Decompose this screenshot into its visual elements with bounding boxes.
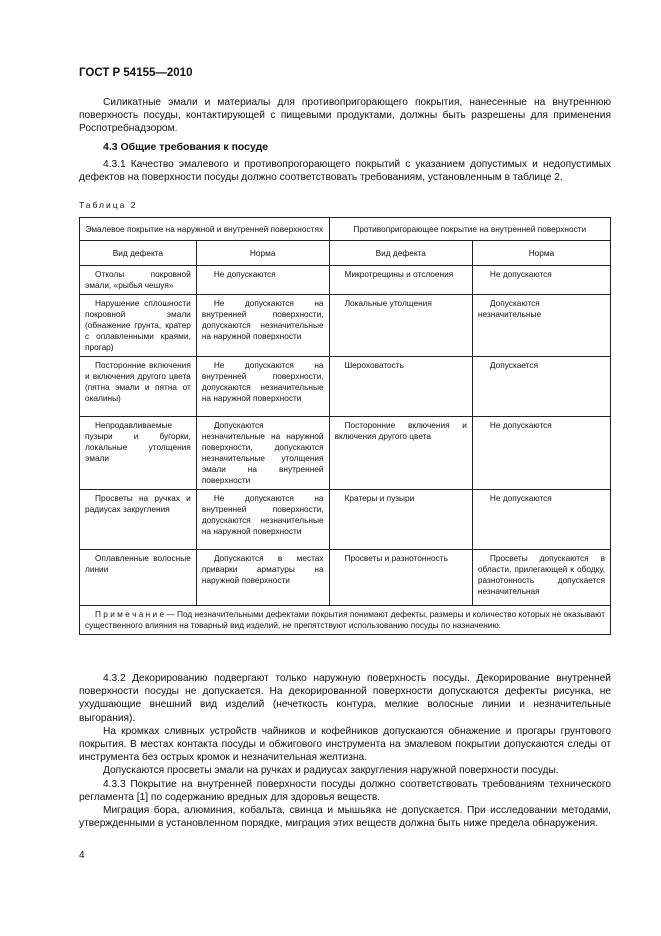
cell-norm-right: Допускаются незначительные bbox=[472, 295, 610, 357]
cell-defect-left: Отколы покровной эмали, «рыбья чешуя» bbox=[80, 266, 197, 295]
cell-norm-left: Допускаются незначительные на наружной поверхности, допускаются незначительные утолщения эмали на внутренней поверхности bbox=[196, 417, 329, 490]
cell-defect-right: Просветы и разнотонность bbox=[329, 550, 472, 606]
table-row bbox=[80, 417, 611, 490]
table-row bbox=[80, 550, 611, 606]
clause-4-3-1-text: 4.3.1 Качество эмалевого и противопрогорающего покрытий с указанием допустимых и недопустимых дефектов на поверхности посуды должно соответствовать требованиям, установленным в таблице 2. bbox=[79, 159, 611, 184]
intro-paragraph bbox=[79, 96, 611, 136]
paragraph-handles: Допускаются просветы эмали на ручках и радиусах закругления наружной поверхности посуды. bbox=[103, 765, 559, 777]
col-norm-left: Норма bbox=[196, 241, 329, 266]
clause-4-3-1 bbox=[79, 158, 611, 184]
table-note-row bbox=[80, 606, 611, 635]
document-header: ГОСТ Р 54155—2010 bbox=[79, 67, 193, 79]
section-heading: 4.3 Общие требования к посуде bbox=[103, 141, 269, 153]
table-column-header bbox=[80, 241, 611, 266]
table-group-header bbox=[80, 218, 611, 241]
col-defect-right: Вид дефекта bbox=[329, 241, 472, 266]
cell-norm-right: Допускается bbox=[472, 357, 610, 417]
page-number: 4 bbox=[79, 850, 85, 861]
defects-table bbox=[79, 217, 611, 635]
cell-norm-left: Допускаются в местах приварки арматуры на наружной поверхности bbox=[196, 550, 329, 606]
after-table-section bbox=[79, 672, 611, 830]
cell-defect-right: Локальные утолщения bbox=[329, 295, 472, 357]
cell-defect-right: Посторонние включения и включения другого цвета bbox=[329, 417, 472, 490]
table-note: П р и м е ч а н и е — Под незначительными дефектами покрытия понимают дефекты, размеры и количество которых не оказывают существенного влияния на товарный вид изделий, не препятствуют использованию посуды по назначению. bbox=[80, 606, 611, 635]
paragraph-kettle-edges: На кромках сливных устройств чайников и кофейников допускаются обнажение и прогары грунтового покрытия. В местах контакта посуды и обжигового инструмента на эмалевом покрытии допускаются следы от инструмента без острых кромок и незначительная желтизна. bbox=[79, 725, 611, 764]
cell-norm-right: Не допускаются bbox=[472, 417, 610, 490]
cell-defect-left: Посторонние включения и включения другого цвета (пятна эмали и пятна от окалины) bbox=[80, 357, 197, 417]
clause-4-3-2: 4.3.2 Декорированию подвергают только наружную поверхность посуды. Декорирование внутренней поверхности посуды не допускается. На декорированной поверхности допускаются дефекты рисунка, не ухудшающие внешний вид изделий (нечеткость контура, мелкие волосные линии и незначительные выгорания). bbox=[79, 673, 611, 724]
cell-norm-right: Просветы допускаются в области, прилегающей к ободку, разнотонность допускается незначительная bbox=[472, 550, 610, 606]
table-row bbox=[80, 266, 611, 295]
paragraph-migration: Миграция бора, алюминия, кобальта, свинца и мышьяка не допускается. При исследовании методами, утвержденными в установленном порядке, миграция этих веществ должна быть ниже предела обнаружения. bbox=[79, 805, 611, 830]
intro-text: Силикатные эмали и материалы для противопригорающего покрытия, нанесенные на внутреннюю поверхность посуды, контактирующей с пищевыми продуктами, должны быть разрешены для применения Роспотребнадзором. bbox=[79, 97, 611, 135]
cell-norm-left: Не допускаются bbox=[196, 266, 329, 295]
table-caption: Таблица 2 bbox=[79, 200, 138, 210]
clause-4-3-3: 4.3.3 Покрытие на внутренней поверхности посуды должно соответствовать требованиям технического регламента [1] по содержанию вредных для здоровья веществ. bbox=[79, 778, 611, 803]
cell-defect-left: Просветы на ручках и радиусах закругления bbox=[80, 490, 197, 550]
table-row bbox=[80, 295, 611, 357]
col-defect-left: Вид дефекта bbox=[80, 241, 197, 266]
cell-norm-right: Не допускаются bbox=[472, 266, 610, 295]
cell-norm-left: Не допускаются на внутренней поверхности, допускаются незначительные на наружной поверхности bbox=[196, 295, 329, 357]
cell-norm-right: Не допускаются bbox=[472, 490, 610, 550]
cell-defect-left: Непродавливаемые пузыри и бугорки, локальные утолщения эмали bbox=[80, 417, 197, 490]
group-enamel: Эмалевое покрытие на наружной и внутренней поверхностях bbox=[80, 218, 330, 241]
table-row bbox=[80, 490, 611, 550]
cell-defect-right: Шероховатость bbox=[329, 357, 472, 417]
cell-defect-left: Оплавленные волосные линии bbox=[80, 550, 197, 606]
cell-defect-left: Нарушение сплошности покровной эмали (обнажение грунта, кратер с оплавленными краями, прогар) bbox=[80, 295, 197, 357]
cell-norm-left: Не допускаются на внутренней поверхности, допускаются незначительные на наружной поверхности bbox=[196, 490, 329, 550]
cell-norm-left: Не допускаются на внутренней поверхности, допускаются незначительные на наружной поверхности bbox=[196, 357, 329, 417]
col-norm-right: Норма bbox=[472, 241, 610, 266]
table-row bbox=[80, 357, 611, 417]
cell-defect-right: Микротрещины и отслоения bbox=[329, 266, 472, 295]
group-nonstick: Противопригорающее покрытие на внутренней поверхности bbox=[329, 218, 610, 241]
cell-defect-right: Кратеры и пузыри bbox=[329, 490, 472, 550]
